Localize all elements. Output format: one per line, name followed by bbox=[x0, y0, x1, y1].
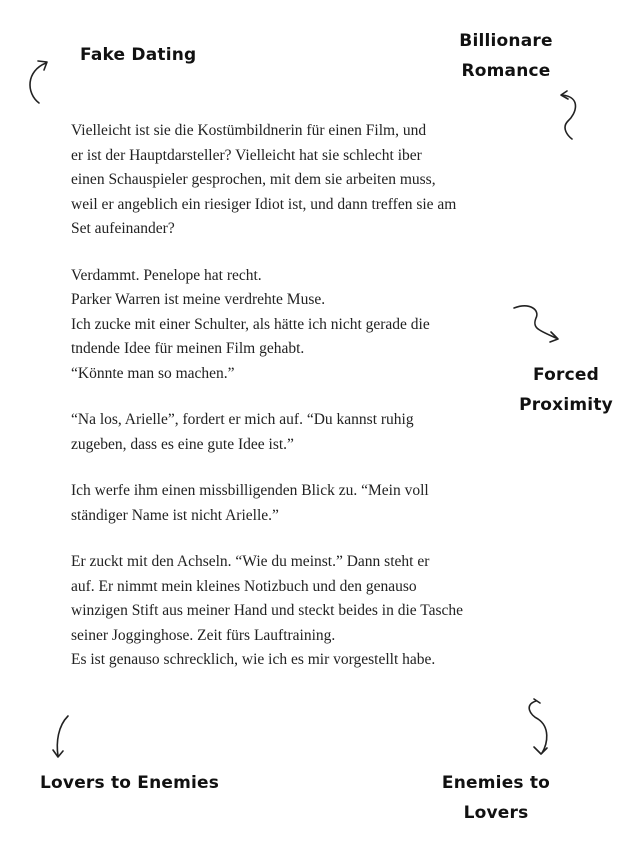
trope-label-enemies-to-lovers bbox=[432, 768, 560, 828]
text-line: zugeben, dass es eine gute Idee ist.” bbox=[71, 435, 294, 453]
text-line: er ist der Hauptdarsteller? Vielleicht hat sie schlecht iber bbox=[71, 146, 422, 164]
text-line: Vielleicht ist sie die Kostümbildnerin für einen Film, und bbox=[71, 122, 427, 139]
story-paragraph bbox=[71, 479, 541, 528]
text-line: Er zuckt mit den Achseln. “Wie du meinst.” Dann steht er bbox=[71, 553, 430, 570]
trope-label-line: Lovers bbox=[463, 803, 529, 823]
story-paragraph bbox=[71, 408, 541, 457]
trope-label-line: Lovers to Enemies bbox=[40, 773, 220, 793]
text-line: tndende Idee für meinen Film gehabt. bbox=[71, 340, 305, 357]
text-line: auf. Er nimmt mein kleines Notizbuch und den genauso bbox=[71, 577, 417, 595]
story-paragraph bbox=[71, 550, 541, 673]
trope-label-fake-dating bbox=[80, 40, 196, 70]
trope-label-line: Romance bbox=[461, 61, 551, 81]
text-line: “Na los, Arielle”, fordert er mich auf. “Du kannst ruhig bbox=[71, 411, 414, 428]
curved-arrow-icon bbox=[520, 695, 560, 760]
text-line: “Könnte man so machen.” bbox=[71, 364, 235, 382]
text-line: Es ist genauso schrecklich, wie ich es mir vorgestellt habe. bbox=[71, 651, 436, 668]
text-line: Parker Warren ist meine verdrehte Muse. bbox=[71, 291, 326, 308]
text-line: Set aufeinander? bbox=[71, 220, 175, 237]
text-line: ständiger Name ist nicht Arielle.” bbox=[71, 506, 279, 524]
text-line: winzigen Stift aus meiner Hand und steckt beides in die Tasche bbox=[71, 602, 464, 619]
curved-arrow-icon bbox=[552, 88, 592, 143]
story-paragraph bbox=[71, 119, 541, 242]
text-line: seiner Jogginghose. Zeit fürs Lauftraining. bbox=[71, 626, 336, 644]
trope-label-line: Proximity bbox=[519, 395, 613, 415]
text-line: einen Schauspieler gesprochen, mit dem sie arbeiten muss, bbox=[71, 171, 436, 188]
trope-label-line: Forced bbox=[533, 365, 599, 385]
story-paragraph bbox=[71, 264, 541, 387]
trope-label-billionaire-romance bbox=[448, 26, 564, 86]
text-line: Ich werfe ihm einen missbilligenden Blick zu. “Mein voll bbox=[71, 482, 429, 499]
text-line: Verdammt. Penelope hat recht. bbox=[71, 266, 262, 284]
text-line: weil er angeblich ein riesiger Idiot ist, und dann treffen sie am bbox=[71, 195, 457, 213]
trope-label-line: Billionare bbox=[459, 31, 553, 51]
trope-label-line: Enemies to bbox=[441, 773, 551, 793]
story-text bbox=[71, 119, 541, 695]
trope-label-line: Fake Dating bbox=[80, 45, 197, 65]
curved-arrow-icon bbox=[46, 712, 76, 762]
trope-label-lovers-to-enemies bbox=[40, 768, 219, 798]
text-line: Ich zucke mit einer Schulter, als hätte ich nicht gerade die bbox=[71, 315, 430, 333]
curved-arrow-icon bbox=[20, 55, 60, 110]
